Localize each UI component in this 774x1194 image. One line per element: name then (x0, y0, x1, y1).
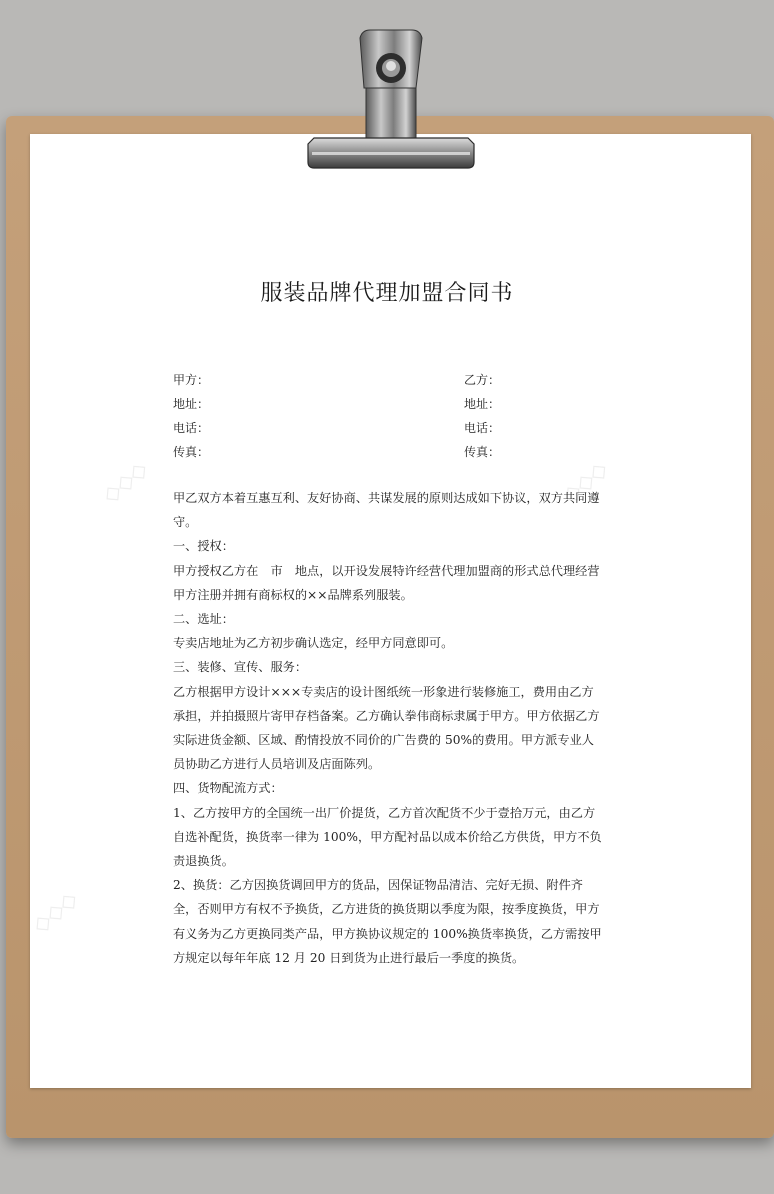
section-heading-authorization: 一、授权： (173, 539, 234, 554)
distribution-clause-1: 1、乙方按甲方的全国统一出厂价提货，乙方首次配货不少于壹拾万元，由乙方自选补配货，换货率一律为 100%，甲方配衬品以成本价给乙方供货，甲方不负责退换货。 (173, 805, 602, 869)
watermark-bottom-left: ◇◇◇ (27, 886, 83, 939)
party-b-name-label: 乙方： (464, 373, 501, 387)
document-title: 服装品牌代理加盟合同书 (260, 281, 514, 306)
distribution-clause-2: 2、换货：乙方因换货调回甲方的货品，因保证物品清洁、完好无损、附件齐全，否则甲方有权不予换货，乙方进货的换货期以季度为限，按季度换货，甲方有义务为乙方更换同类产品，甲方换协议规定的 100%换货率换货，乙方需按甲方规定以每年年底 12 月 20 日到货为止进行最后一季度的换货。 (173, 878, 602, 965)
preamble-paragraph: 甲乙双方本着互惠互利、友好协商、共谋发展的原则达成如下协议，双方共同遵守。 (173, 491, 600, 530)
party-b-phone-label: 电话： (464, 421, 501, 435)
watermark-left: ◇◇◇ (97, 456, 153, 509)
section-heading-decoration: 三、装修、宣传、服务： (173, 660, 308, 675)
party-b-block (464, 368, 500, 464)
watermark-right: ◇◇◇ (557, 456, 613, 509)
binder-clip-icon (300, 28, 480, 178)
authorization-paragraph: 甲方授权乙方在 市 地点，以开设发展特许经营代理加盟商的形式总代理经营甲方注册并拥有商标权的××品牌系列服装。 (173, 563, 600, 602)
contract-body (173, 486, 605, 970)
party-a-fax-label: 传真： (173, 445, 210, 459)
party-b-address-label: 地址： (464, 397, 501, 411)
party-a-name-label: 甲方： (173, 373, 210, 387)
section-heading-distribution: 四、货物配流方式： (173, 781, 283, 796)
party-b-fax-label: 传真： (464, 445, 501, 459)
section-heading-site-selection: 二、选址： (173, 612, 234, 627)
party-a-address-label: 地址： (173, 397, 210, 411)
site-selection-paragraph: 专卖店地址为乙方初步确认选定，经甲方同意即可。 (173, 636, 454, 651)
party-a-phone-label: 电话： (173, 421, 210, 435)
party-a-block (173, 368, 209, 464)
decoration-paragraph: 乙方根据甲方设计×××专卖店的设计图纸统一形象进行装修施工，费用由乙方承担，并拍摄照片寄甲存档备案。乙方确认拳伟商标隶属于甲方。甲方依据乙方实际进货金额、区域、酌情投放不同价的广告费的 50%的费用。甲方派专业人员协助乙方进行人员培训及店面陈列。 (173, 684, 600, 772)
